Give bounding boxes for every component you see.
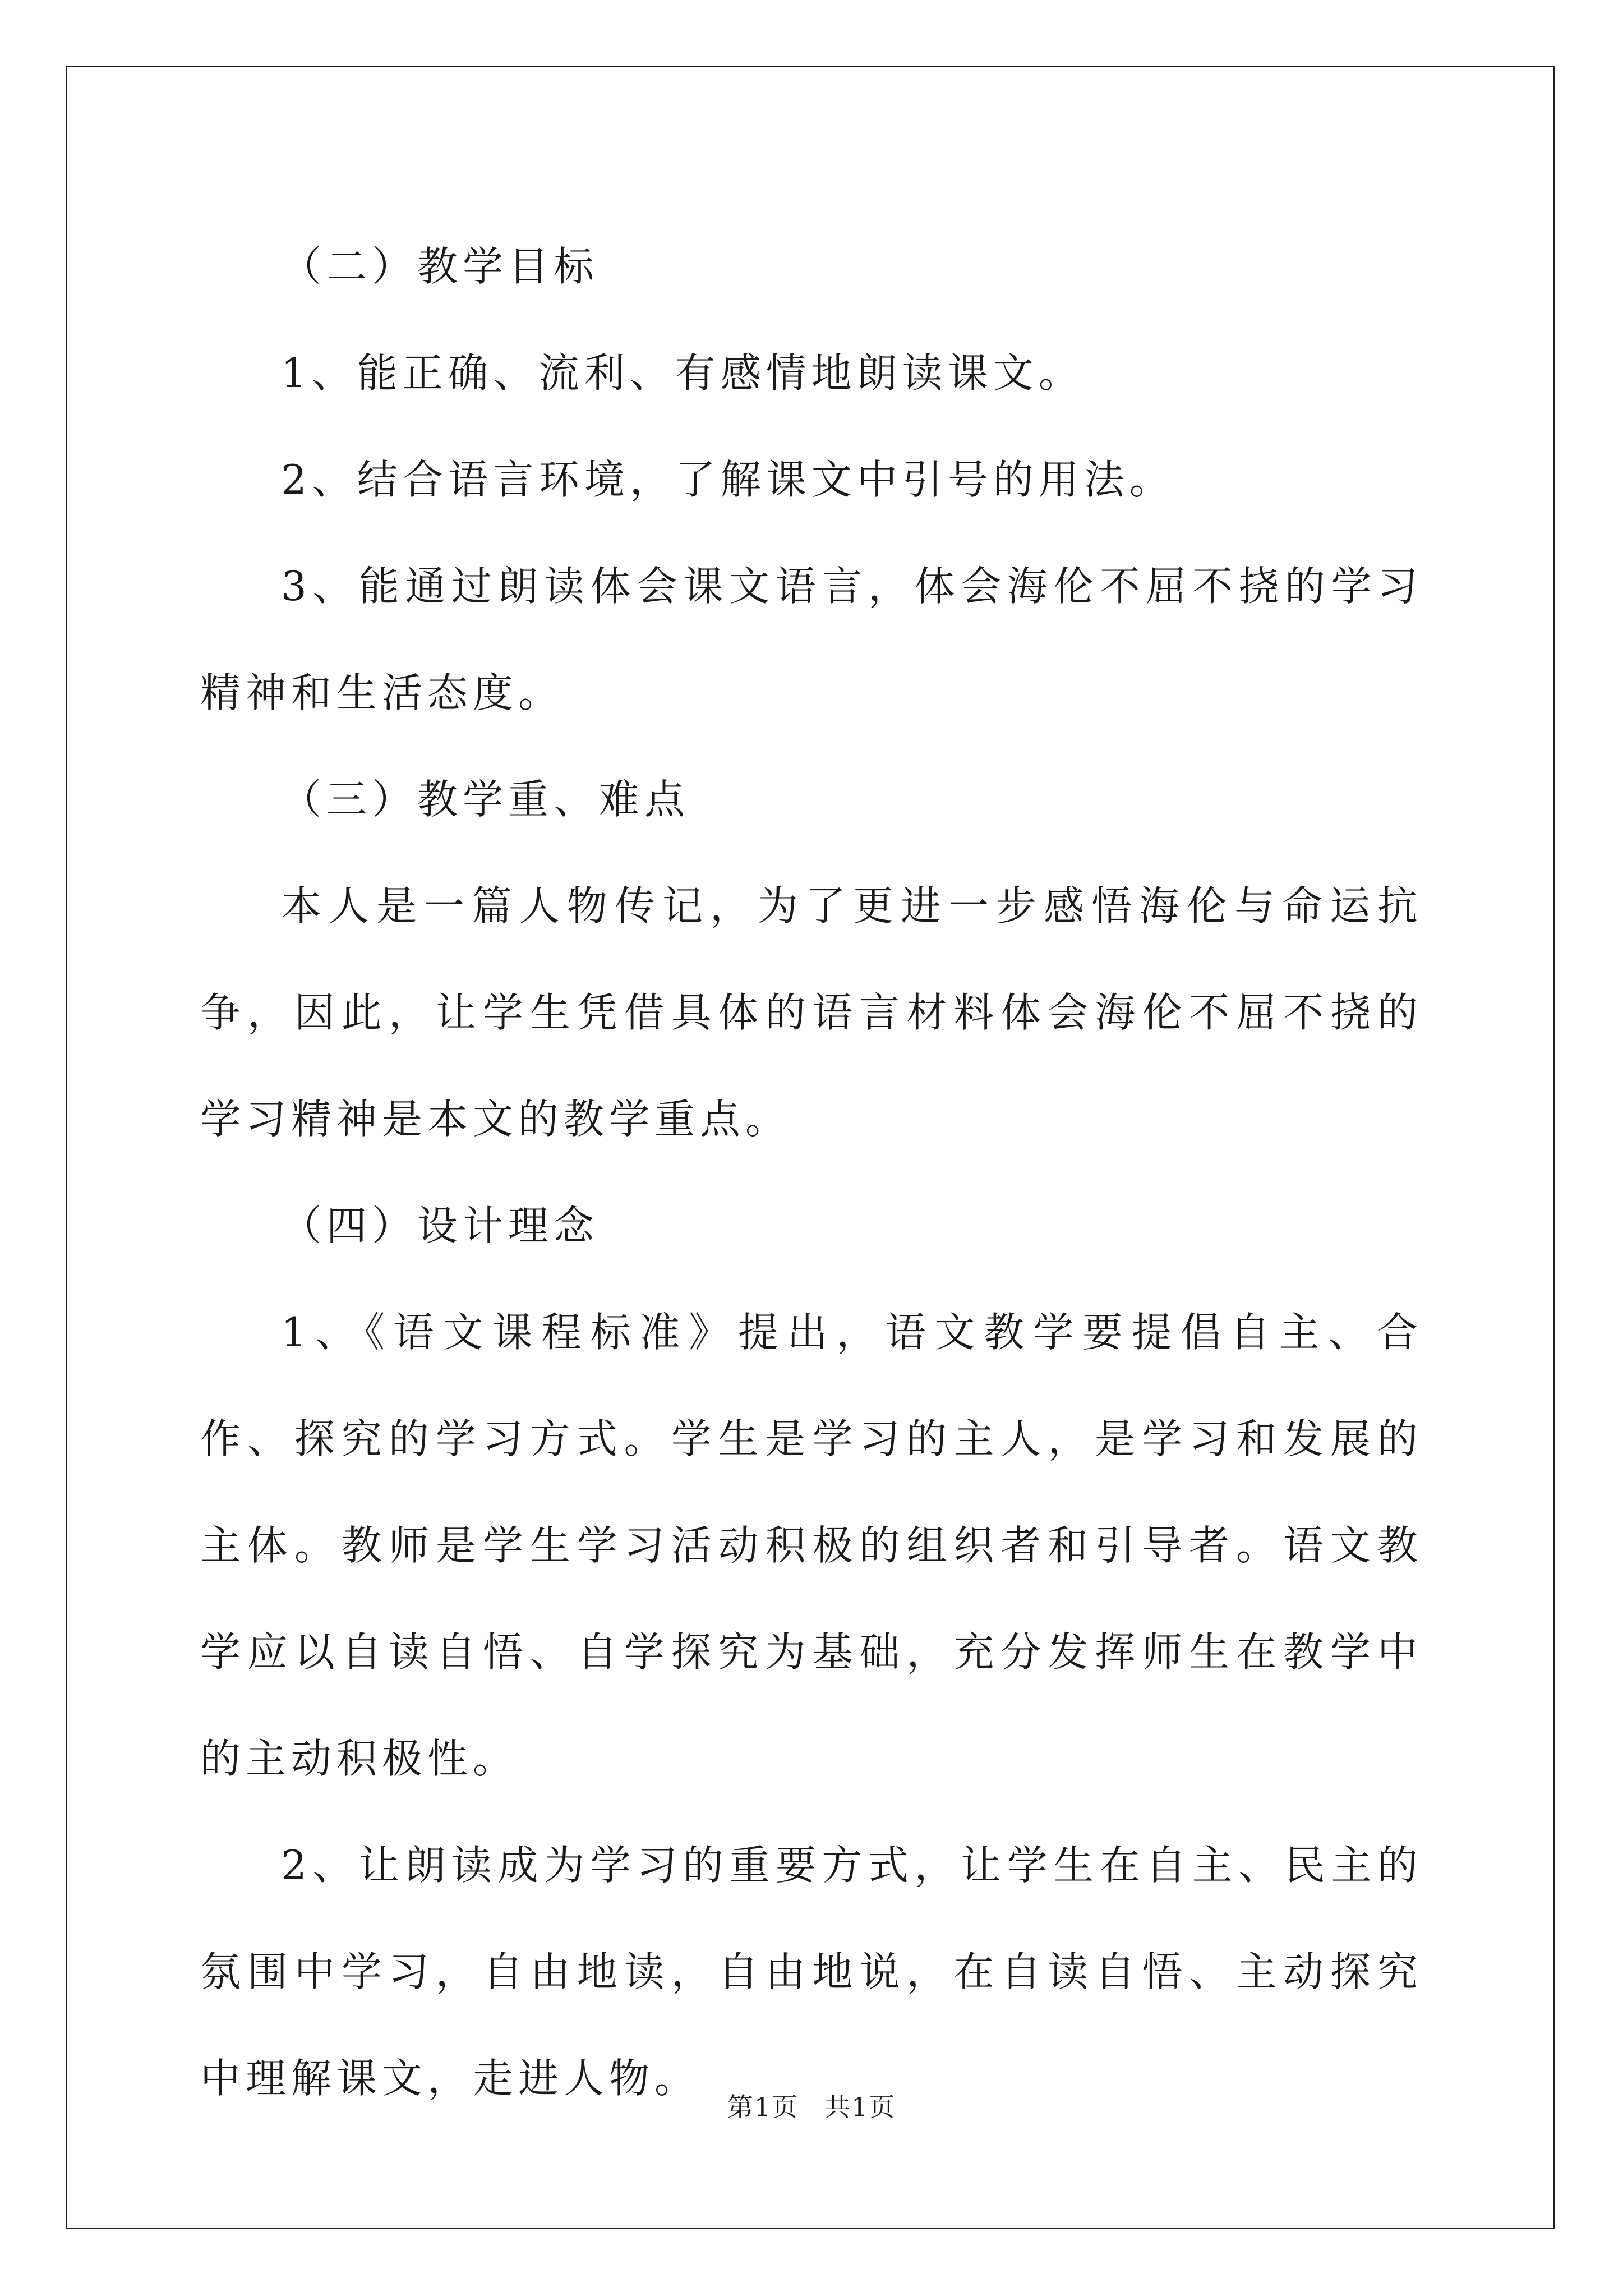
goal-item-3: 3、能通过朗读体会课文语言，体会海伦不屈不挠的学习精神和生活态度。 <box>200 563 1423 716</box>
goal-item-1: 1、能正确、流利、有感情地朗读课文。 <box>281 349 1084 397</box>
page-footer <box>0 2087 1623 2124</box>
section-heading-concept: （四）设计理念 <box>281 1202 600 1249</box>
goal-item-2: 2、结合语言环境，了解课文中引号的用法。 <box>281 456 1175 503</box>
page-total: 共1页 <box>824 2092 896 2122</box>
concept-item-1: 1、《语文课程标准》提出，语文教学要提倡自主、合作、探究的学习方式。学生是学习的主人，是学习和发展的主体。教师是学生学习活动积极的组织者和引导者。语文教学应以自读自悟、自学探究为基础，充分发挥师生在教学中的主动积极性。 <box>200 1309 1423 1782</box>
page-number: 第1页 <box>727 2092 799 2122</box>
section-heading-keypoints: （三）教学重、难点 <box>281 776 690 823</box>
concept-item-2: 2、让朗读成为学习的重要方式，让学生在自主、民主的氛围中学习，自由地读，自由地说，在自读自悟、主动探究中理解课文，走进人物。 <box>200 1842 1423 2102</box>
document-body <box>200 213 1423 2132</box>
section-heading-goals: （二）教学目标 <box>281 243 600 290</box>
keypoints-paragraph: 本人是一篇人物传记，为了更进一步感悟海伦与命运抗争，因此，让学生凭借具体的语言材料体会海伦不屈不挠的学习精神是本文的教学重点。 <box>200 882 1423 1143</box>
